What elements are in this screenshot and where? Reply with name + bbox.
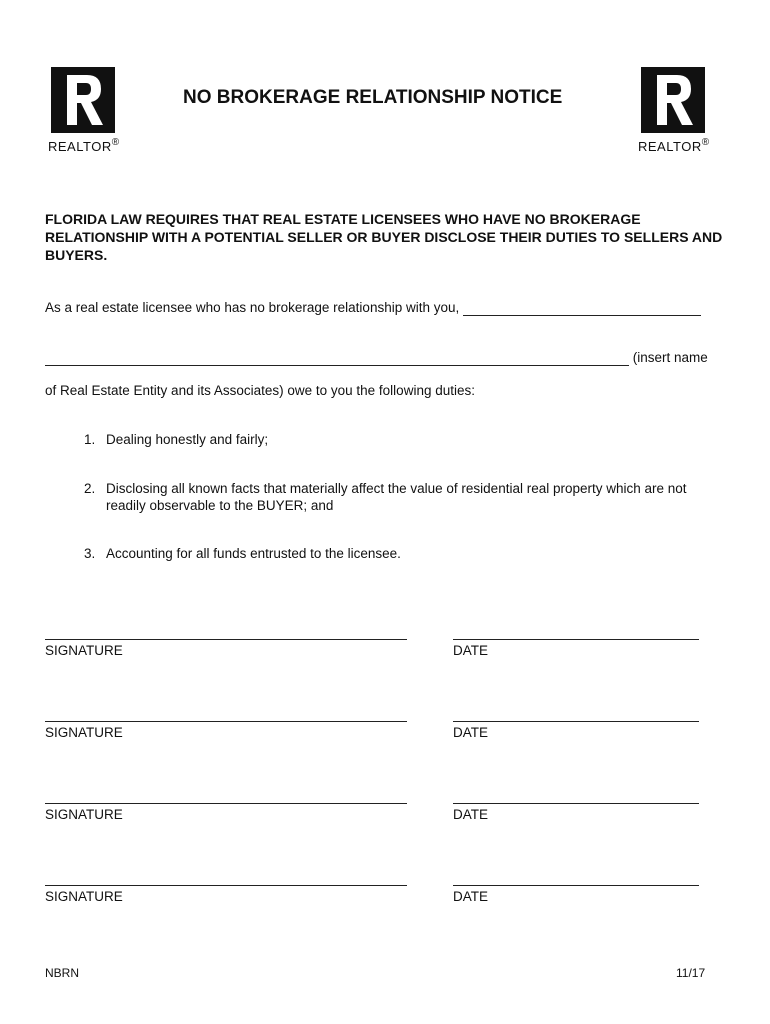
signature-label: SIGNATURE bbox=[45, 889, 123, 904]
registered-mark: ® bbox=[701, 137, 710, 148]
licensee-blank-field[interactable] bbox=[463, 301, 701, 316]
realtor-logo-left bbox=[48, 67, 128, 154]
logo-word: REALTOR bbox=[48, 139, 112, 154]
entity-name-line bbox=[45, 349, 715, 366]
list-number: 1. bbox=[84, 432, 96, 447]
list-text: Dealing honestly and fairly; bbox=[106, 432, 269, 447]
insert-name-label: (insert name bbox=[632, 350, 708, 365]
intro-text: As a real estate licensee who has no brokerage relationship with you, bbox=[45, 300, 460, 315]
duties-intro: of Real Estate Entity and its Associates) owe to you the following duties: bbox=[45, 383, 475, 398]
signature-label: SIGNATURE bbox=[45, 725, 123, 740]
realtor-logo-right bbox=[638, 67, 718, 154]
signature-line[interactable] bbox=[45, 885, 407, 886]
realtor-r-icon bbox=[641, 67, 705, 133]
list-item bbox=[84, 480, 714, 520]
list-item bbox=[84, 545, 714, 565]
date-label: DATE bbox=[453, 889, 489, 904]
date-line[interactable] bbox=[453, 721, 699, 722]
registered-mark: ® bbox=[111, 137, 120, 148]
signature-line[interactable] bbox=[45, 639, 407, 640]
date-label: DATE bbox=[453, 725, 489, 740]
signature-label: SIGNATURE bbox=[45, 643, 123, 658]
disclosure-heading: FLORIDA LAW REQUIRES THAT REAL ESTATE LICENSEES WHO HAVE NO BROKERAGE RELATIONSHIP WITH A POTENTIAL SELLER OR BUYER DISCLOSE THEIR DUTIES TO SELLERS AND BUYERS. bbox=[45, 211, 723, 263]
list-number: 3. bbox=[84, 546, 96, 561]
logo-word: REALTOR bbox=[638, 139, 702, 154]
signature-label: SIGNATURE bbox=[45, 807, 123, 822]
entity-name-blank-field[interactable] bbox=[45, 351, 629, 366]
list-number: 2. bbox=[84, 481, 96, 496]
list-text: Accounting for all funds entrusted to the licensee. bbox=[106, 546, 401, 561]
date-line[interactable] bbox=[453, 803, 699, 804]
intro-line bbox=[45, 299, 715, 316]
page-title: NO BROKERAGE RELATIONSHIP NOTICE bbox=[183, 87, 563, 108]
signature-line[interactable] bbox=[45, 721, 407, 722]
date-label: DATE bbox=[453, 643, 489, 658]
revision-date: 11/17 bbox=[676, 966, 706, 980]
realtor-r-icon bbox=[51, 67, 115, 133]
list-item bbox=[84, 431, 714, 451]
form-code: NBRN bbox=[45, 966, 80, 980]
date-line[interactable] bbox=[453, 639, 699, 640]
signature-line[interactable] bbox=[45, 803, 407, 804]
date-line[interactable] bbox=[453, 885, 699, 886]
list-text: Disclosing all known facts that materially affect the value of residential real property which are not readily observable to the BUYER; and bbox=[106, 481, 687, 513]
date-label: DATE bbox=[453, 807, 489, 822]
